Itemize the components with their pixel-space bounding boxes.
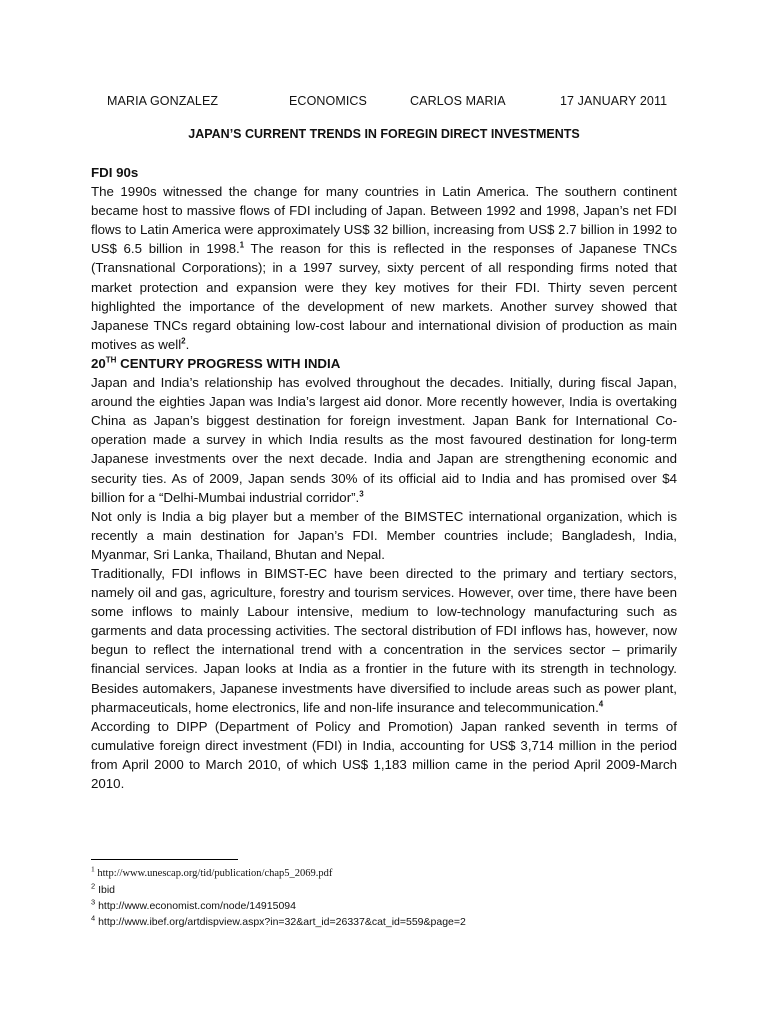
footnote-number: 3 <box>91 897 96 907</box>
paragraph-dipp: According to DIPP (Department of Policy and Promotion) Japan ranked seventh in terms of cumulative foreign direct investment (FDI) in India, accounting for US$ 3,714 million in the period from April 2000 to March 2010, of which US$ 1,183 million came in the period April 2009-March 2010. <box>91 718 677 791</box>
footnote-divider <box>91 859 238 860</box>
document-body <box>91 163 677 793</box>
paragraph-text: . <box>185 336 190 352</box>
paragraph-text: Japan and India’s relationship has evolved throughout the decades. Initially, during fiscal Japan, around the eighties Japan was India’s largest aid donor. More recently however, India is overtaking China as Japan’s biggest destination for foreign investment. Japan Bank for International Co-operation made a survey in which India results as the most favoured destination for long-term Japanese investments over the next decade. India and Japan are strengthening economic and security ties. As of 2009, Japan sends 30% of its official aid to India and has promised over $4 billion for a “Delhi-Mumbai industrial corridor”. <box>91 375 677 505</box>
paragraph-bimstec: Not only is India a big player but a member of the BIMSTEC international organization, which is recently a main destination for Japan’s FDI. Member countries include; Bangladesh, India, Myanmar, Sri Lanka, Thailand, Bhutan and Nepal. <box>91 508 677 562</box>
footnote-ref: 2 <box>181 336 186 346</box>
footnote-item <box>91 882 466 898</box>
paragraph-text: The 1990s witnessed the change for many countries in Latin America. The southern continent became host to massive flows of FDI including of Japan. Between 1992 and 1998, Japan’s net FDI flows to Latin America were approximately US$ 32 billion, increasing from US$ 2.7 billion in 1992 to US$ 6.5 billion in 1998. <box>91 184 677 257</box>
heading-text: 20 <box>91 355 106 371</box>
footnote-number: 2 <box>91 881 96 891</box>
footnote-text: Ibid <box>95 884 116 896</box>
footnote-item <box>91 914 466 930</box>
footnote-ref: 1 <box>239 240 245 250</box>
paragraph-text: Traditionally, FDI inflows in BIMST-EC have been directed to the primary and tertiary sectors, namely oil and gas, agriculture, forestry and tourism services. However, over time, there have been some inflows to mainly Labour intensive, medium to low-technology manufacturing such as garments and data processing activities. The sectoral distribution of FDI inflows has, however, now begun to reflect the international trend with a concentration in the services sector – primarily financial services. Japan looks at India as a frontier in the future with its strength in technology. Besides automakers, Japanese investments have diversified to include areas such as power plant, pharmaceuticals, home electronics, life and non-life insurance and telecommunication. <box>91 565 677 715</box>
document-title: JAPAN’S CURRENT TRENDS IN FOREGIN DIRECT INVESTMENTS <box>188 127 580 141</box>
heading-text: CENTURY PROGRESS WITH INDIA <box>116 355 341 371</box>
footnotes <box>91 866 466 930</box>
footnote-item <box>91 898 466 914</box>
header-subject: ECONOMICS <box>289 94 367 108</box>
footnote-ref: 4 <box>598 699 604 709</box>
paragraph-fdi-90s <box>91 182 677 354</box>
footnote-number: 1 <box>91 864 95 874</box>
header-author: MARIA GONZALEZ <box>107 94 219 108</box>
footnote-item <box>91 866 466 882</box>
footnote-link[interactable]: http://www.economist.com/node/14915094 <box>95 900 296 912</box>
header-date: 17 JANUARY 2011 <box>560 94 668 108</box>
heading-sup: TH <box>105 355 117 365</box>
footnote-link[interactable]: http://www.ibef.org/artdispview.aspx?in=32&art_id=26337&cat_id=559&page=2 <box>95 916 466 928</box>
paragraph-india-relationship <box>91 373 677 507</box>
section-heading-india <box>91 354 677 373</box>
header-teacher: CARLOS MARIA <box>410 94 506 108</box>
paragraph-text: The reason for this is reflected in the responses of Japanese TNCs (Transnational Corporations); in a 1997 survey, sixty percent of all responding firms noted that market protection and expansion were they key motives for their FDI. Thirty seven percent highlighted the importance of the development of new markets. Another survey showed that Japanese TNCs regard obtaining low-cost labour and international division of production as main motives as well <box>91 241 677 352</box>
section-heading-fdi-90s: FDI 90s <box>91 165 139 180</box>
paragraph-fdi-inflows <box>91 564 677 717</box>
footnote-link[interactable]: http://www.unescap.org/tid/publication/chap5_2069.pdf <box>94 868 333 879</box>
footnote-ref: 3 <box>359 489 364 499</box>
footnote-number: 4 <box>91 913 96 923</box>
